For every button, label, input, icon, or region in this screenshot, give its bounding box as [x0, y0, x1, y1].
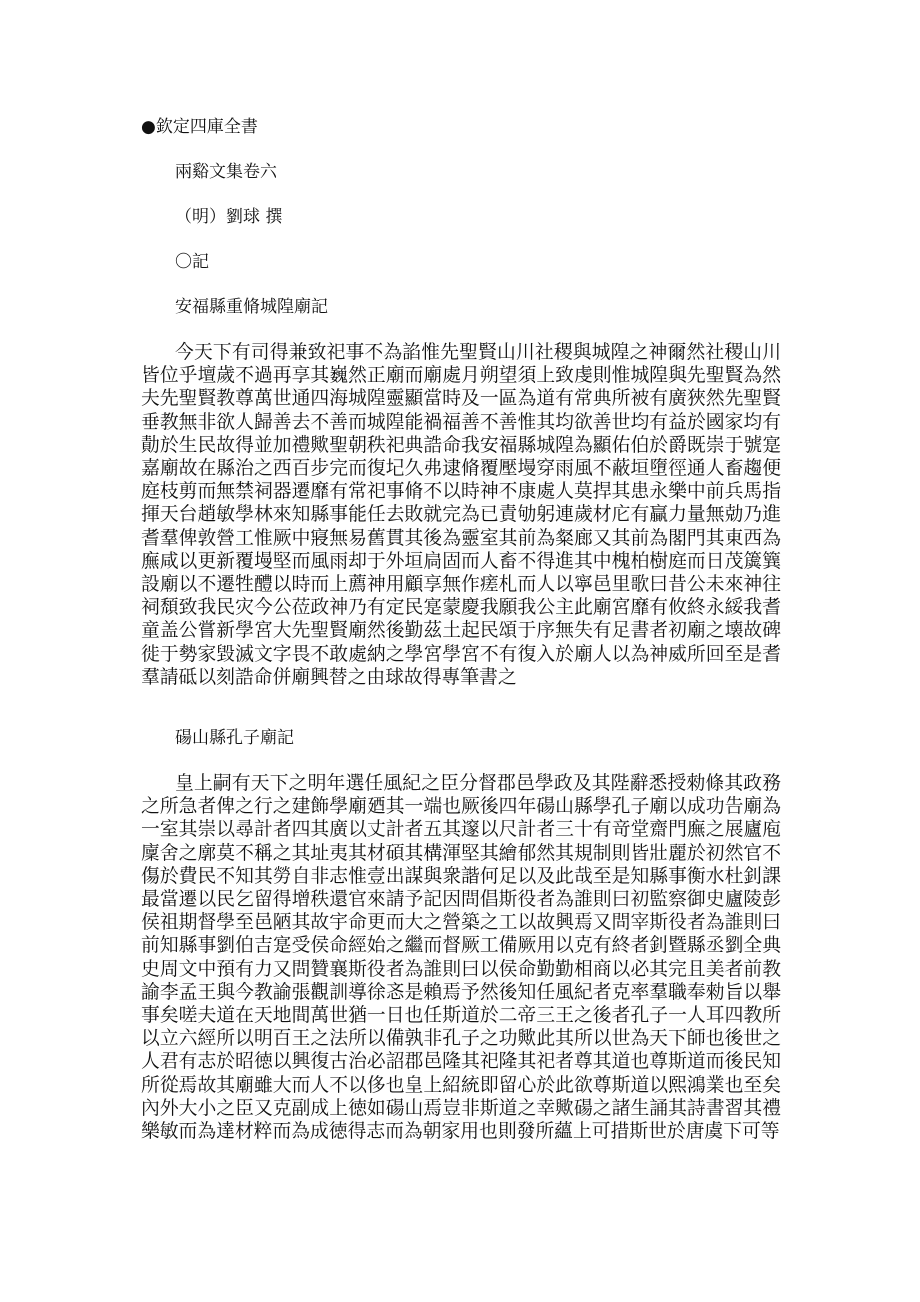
article-title: 安福縣重脩城隍廟記 [175, 297, 328, 317]
author-line: （明）劉球 撰 [175, 207, 283, 227]
volume-title: 兩谿文集卷六 [175, 162, 277, 182]
section-heading: 〇記 [175, 252, 209, 272]
article-body: 今天下有司得兼致祀事不為諂惟先聖賢山川社稷與城隍之神爾然社稷山川皆位乎壇歲不過再享其巍然正廟而廟處月朔望須上致虔則惟城隍與先聖賢為然夫先聖賢教尊萬世通四海城隍靈顯當時及一區為道有常典所被有廣狹然先聖賢垂教無非欲人歸善去不善而城隍能禍福善不善惟其均欲善世均有益於國家均有勣於生民故得並加禮歟聖朝秩祀典誥命我安福縣城隍為顯佑伯於爵既崇于號寔嘉廟故在縣治之西百步完而復圮久弗逮脩覆壓墁穿雨風不蔽垣墮徑通人畜趨便庭枝剪而無禁祠器遷靡有常祀事脩不以時神不康處人莫捍其患永樂中前兵馬指揮天台趙敏學林來知縣事能任去敗就完為已責劬躬連歲材庀有贏力量無勀乃進耆羣俾敦營工惟厥中寢無易舊貫其後為靈室其前為粲廊又其前為閣門其東西為廡咸以更新覆墁堅而風雨却于外垣扃固而人畜不得進其中槐柏樹庭而日茂簴簨設廟以不遷牲醴以時而上薦神用顧享無作瘥札而人以寧邑里歌曰昔公未來神往祠頹致我民灾今公莅政神乃有定民寔蒙慶我願我公主此廟宮靡有攸終永綏我耆童盖公嘗新學宮大先聖賢廟然後勤茲土起民頌于序無失有足書者初廟之壊故碑徙于勢家毀滅文字畏不敢處納之學宮學宮不有復入於廟人以為神威所回至是耆羣請砥以刻誥命併廟興替之由球故得專筆書之 [141, 342, 781, 688]
article-body: 皇上嗣有天下之明年選任風紀之臣分督郡邑學政及其陛辭悉授勑條其政務之所急者俾之行之建飾學廟廼其一端也厥後四年碭山縣學孔子廟以成功告廟為一室其崇以尋計者四其廣以丈計者五其邃以尺計者三十有竒堂齋門廡之展廬庖廩舍之廓莫不稱之其址夷其材碩其構渾堅其繪郁然其規制則皆壯麗於初然官不傷於費民不知其勞自非志惟壹出謀與衆諧何足以及此哉至是知縣事衡水杜釗課最當遷以民乞留得增秩還官來請予記因問倡斯役者為誰則曰初監察御史廬陵彭侯祖期督學至邑陋其故宇命更而大之營築之工以故興焉又問宰斯役者為誰則曰前知縣事劉伯吉寔受侯命經始之繼而督厥工備厥用以克有終者釗暨縣丞劉全典史周文中預有力又問贊襄斯役者為誰則曰以侯命勤勤相商以必其完且美者前教諭李孟王與今教諭張觀訓導徐忞是賴焉予然後知任風紀者克率羣職奉勑旨以舉事矣嗟夫道在天地間萬世猶一日也任斯道於二帝三王之後者孔子一人耳四教所以立六經所以明百王之法所以備孰非孔子之功歟此其所以世為天下師也後世之人君有志於昭徳以興復古治必詔郡邑隆其祀隆其祀者尊其道也尊斯道而後民知所從焉故其廟雖大而人不以侈也皇上紹統即留心於此欲尊斯道以熙鴻業也至矣內外大小之臣又克副成上徳如碭山焉豈非斯道之幸歟碭之諸生誦其詩書習其禮樂敏而為達材粹而為成徳得志而為朝家用也則發所蘊上可措斯世於唐虞下可等 [141, 773, 781, 1143]
article-title: 碭山縣孔子廟記 [175, 728, 294, 748]
series-title: ●欽定四庫全書 [141, 117, 258, 137]
